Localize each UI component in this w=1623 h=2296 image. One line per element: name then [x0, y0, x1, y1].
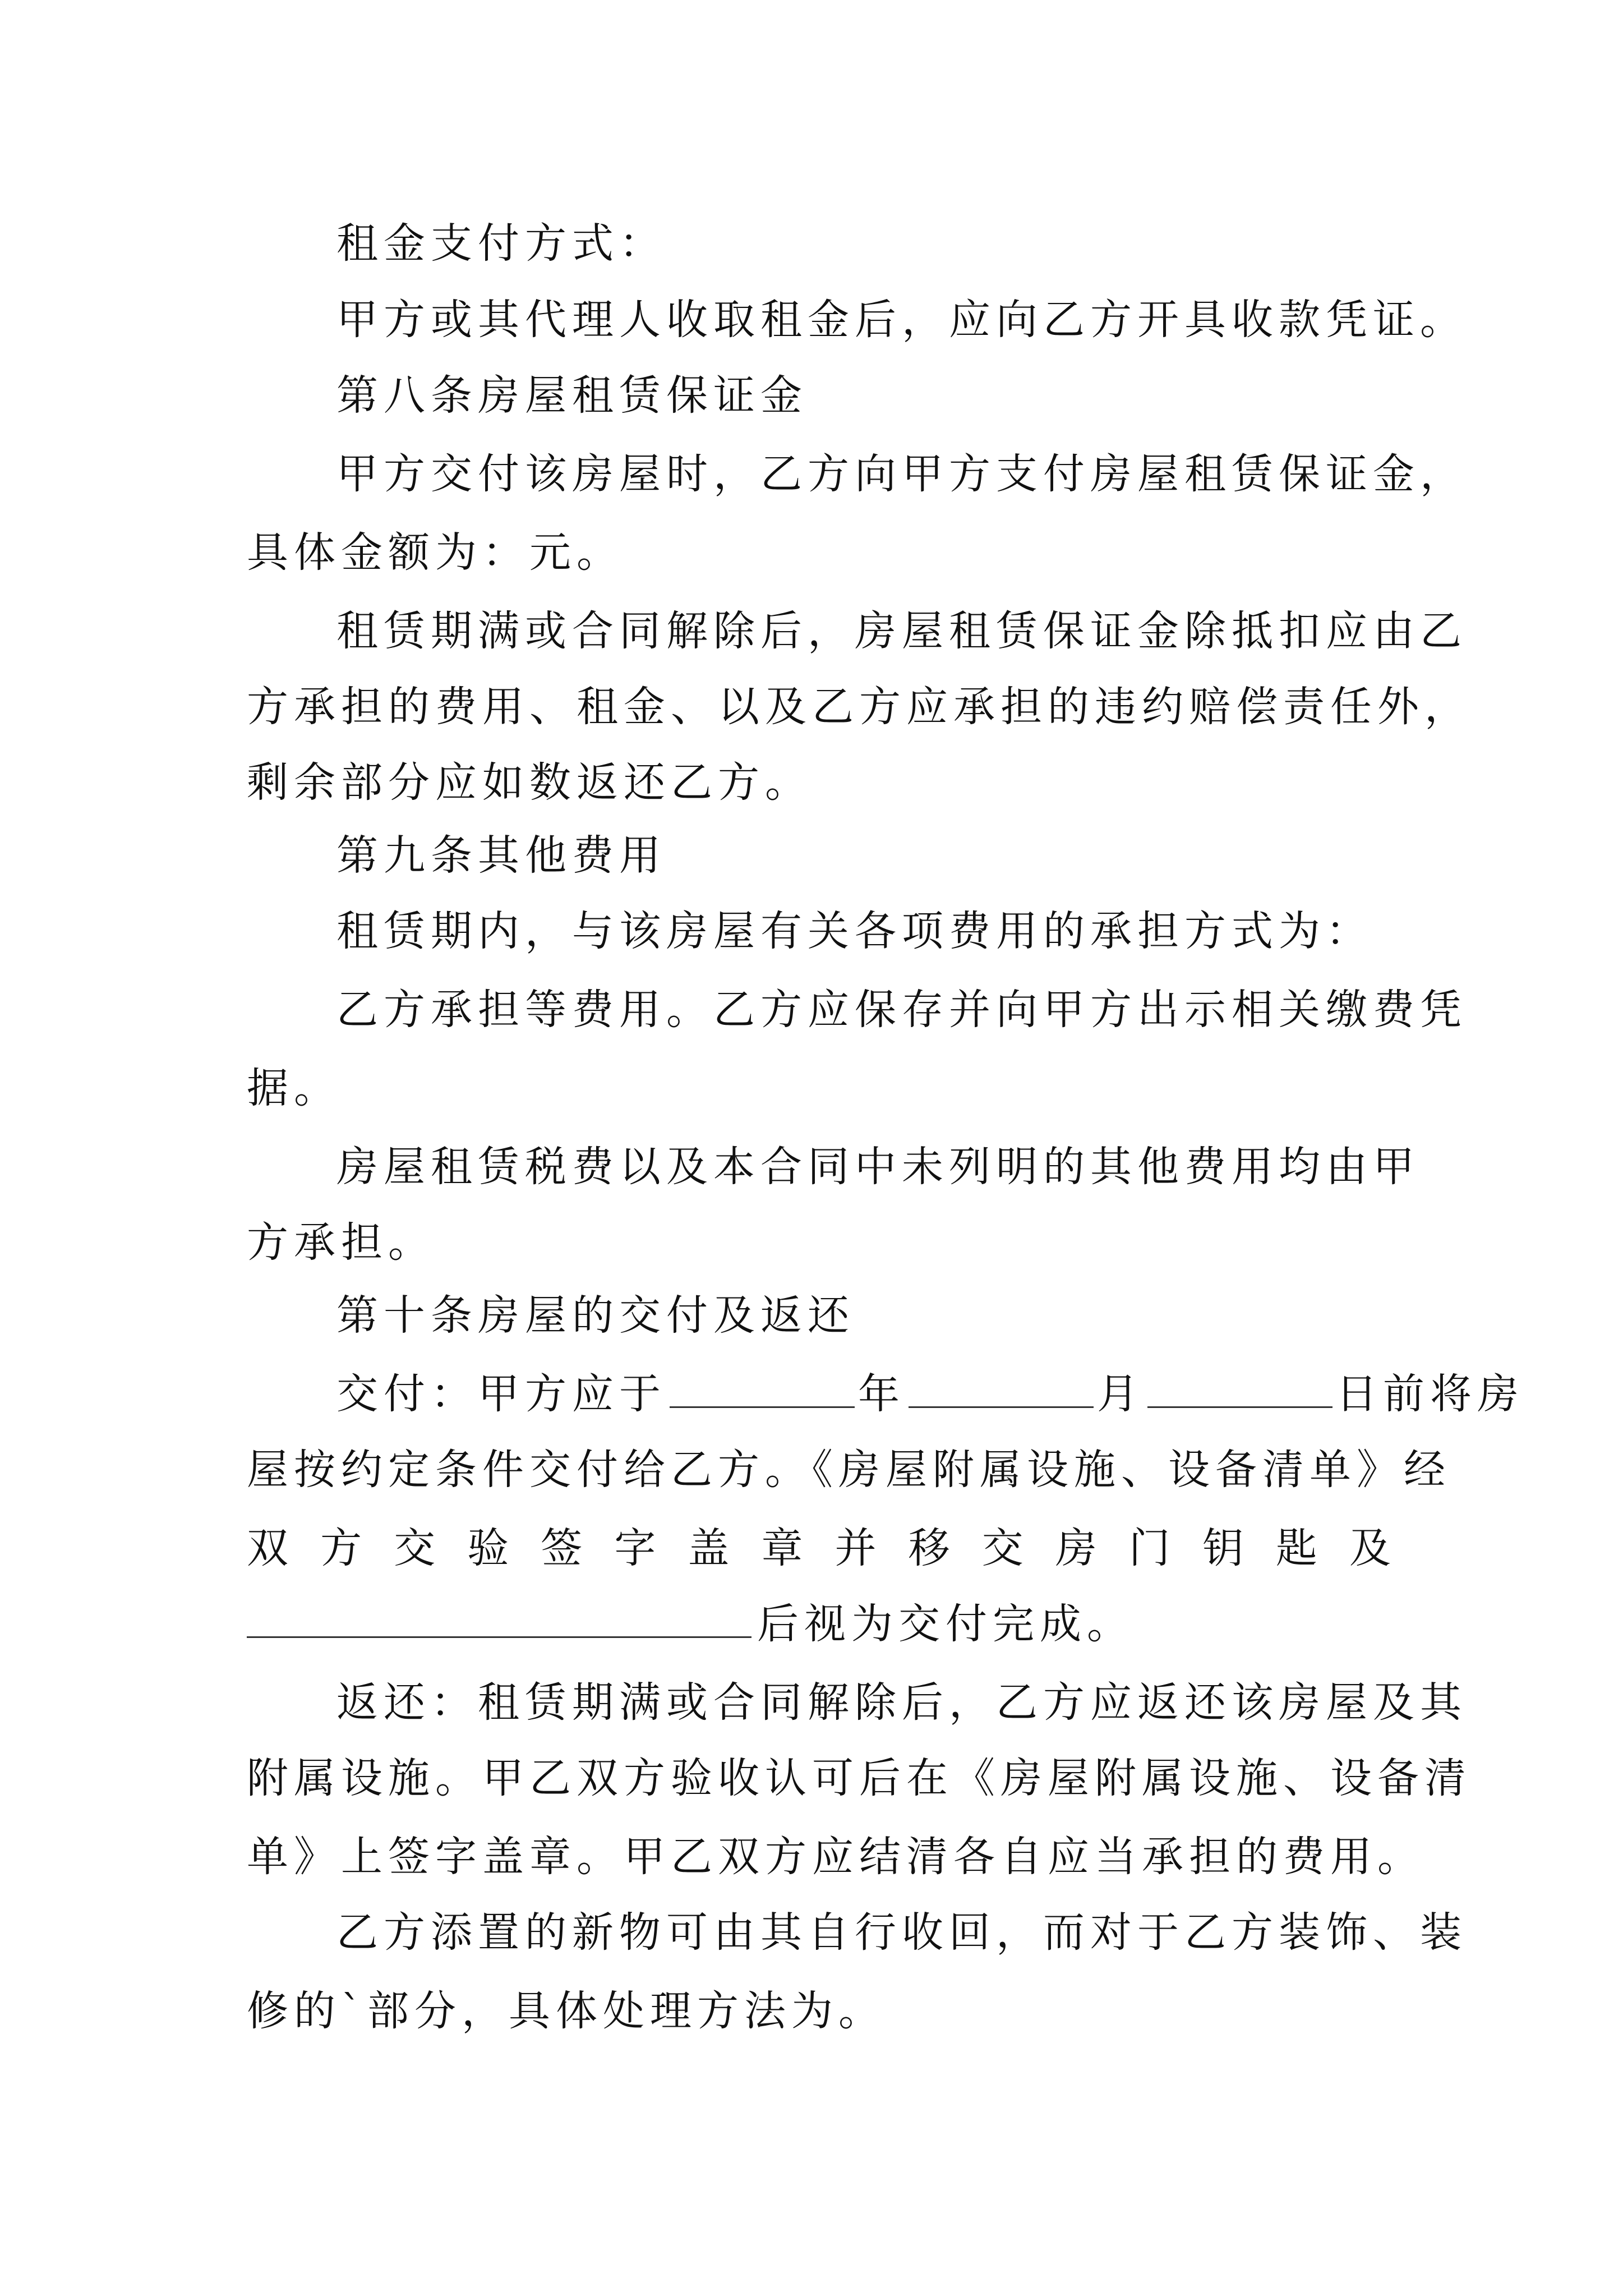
delivery-char: 并 — [834, 1524, 877, 1572]
delivery-line-3 — [247, 1520, 1391, 1576]
delivery-line-1 — [336, 1366, 1524, 1422]
delivery-prefix: 交付：甲方应于 — [336, 1370, 666, 1418]
rent-payment-method: 租金支付方式： — [336, 219, 666, 268]
return-line-2: 附属设施。甲乙双方验收认可后在《房屋附属设施、设备清 — [247, 1754, 1472, 1802]
day-blank — [1147, 1366, 1332, 1408]
delivery-char: 方 — [320, 1524, 362, 1572]
delivery-char: 签 — [541, 1524, 583, 1572]
delivery-char: 匙 — [1275, 1524, 1317, 1572]
month-label: 月 — [1097, 1370, 1144, 1418]
delivery-char: 章 — [761, 1524, 803, 1572]
return-line-3: 单》上签字盖章。甲乙双方应结清各自应当承担的费用。 — [247, 1833, 1424, 1881]
delivery-char: 字 — [614, 1524, 656, 1572]
new-items-line-1: 乙方添置的新物可由其自行收回，而对于乙方装饰、装 — [336, 1908, 1467, 1957]
article-10-heading: 第十条房屋的交付及返还 — [336, 1291, 855, 1340]
return-line-1: 返还：租赁期满或合同解除后，乙方应返还该房屋及其 — [336, 1678, 1467, 1727]
deposit-return-line-1: 租赁期满或合同解除后，房屋租赁保证金除抵扣应由乙 — [336, 607, 1467, 655]
delivery-line-4 — [247, 1596, 1391, 1652]
delivery-char: 钥 — [1202, 1524, 1244, 1572]
deposit-return-line-2: 方承担的费用、租金、以及乙方应承担的违约赔偿责任外， — [247, 683, 1472, 731]
fees-clause: 租赁期内，与该房屋有关各项费用的承担方式为： — [336, 907, 1373, 955]
year-blank — [670, 1366, 855, 1408]
day-label: 日前将房 — [1336, 1370, 1524, 1418]
keys-blank — [247, 1596, 751, 1638]
deposit-clause-line-2: 具体金额为：元。 — [247, 528, 624, 577]
delivery-char: 验 — [467, 1524, 509, 1572]
delivery-char: 交 — [981, 1524, 1023, 1572]
year-label: 年 — [858, 1370, 905, 1418]
tax-fees-line-1: 房屋租赁税费以及本合同中未列明的其他费用均由甲 — [336, 1143, 1420, 1191]
delivery-char: 移 — [908, 1524, 950, 1572]
delivery-char: 门 — [1128, 1524, 1170, 1572]
tenant-fees-line-2: 据。 — [247, 1064, 341, 1112]
delivery-char: 房 — [1055, 1524, 1097, 1572]
deposit-clause-line-1: 甲方交付该房屋时，乙方向甲方支付房屋租赁保证金， — [336, 450, 1467, 498]
article-8-heading: 第八条房屋租赁保证金 — [336, 371, 808, 420]
delivery-char: 及 — [1349, 1524, 1391, 1572]
article-9-heading: 第九条其他费用 — [336, 831, 666, 880]
month-blank — [909, 1366, 1094, 1408]
delivery-line-2: 屋按约定条件交付给乙方。《房屋附属设施、设备清单》经 — [247, 1446, 1451, 1494]
tax-fees-line-2: 方承担。 — [247, 1218, 435, 1267]
tenant-fees-line-1: 乙方承担等费用。乙方应保存并向甲方出示相关缴费凭 — [336, 986, 1467, 1034]
delivery-char: 双 — [247, 1524, 288, 1572]
delivery-complete-text: 后视为交付完成。 — [757, 1600, 1134, 1648]
delivery-char: 交 — [394, 1524, 436, 1572]
deposit-return-line-3: 剩余部分应如数返还乙方。 — [247, 758, 812, 807]
new-items-line-2: 修的`部分，具体处理方法为。 — [247, 1987, 886, 2035]
delivery-char: 盖 — [688, 1524, 730, 1572]
receipt-clause: 甲方或其代理人收取租金后，应向乙方开具收款凭证。 — [336, 296, 1467, 344]
